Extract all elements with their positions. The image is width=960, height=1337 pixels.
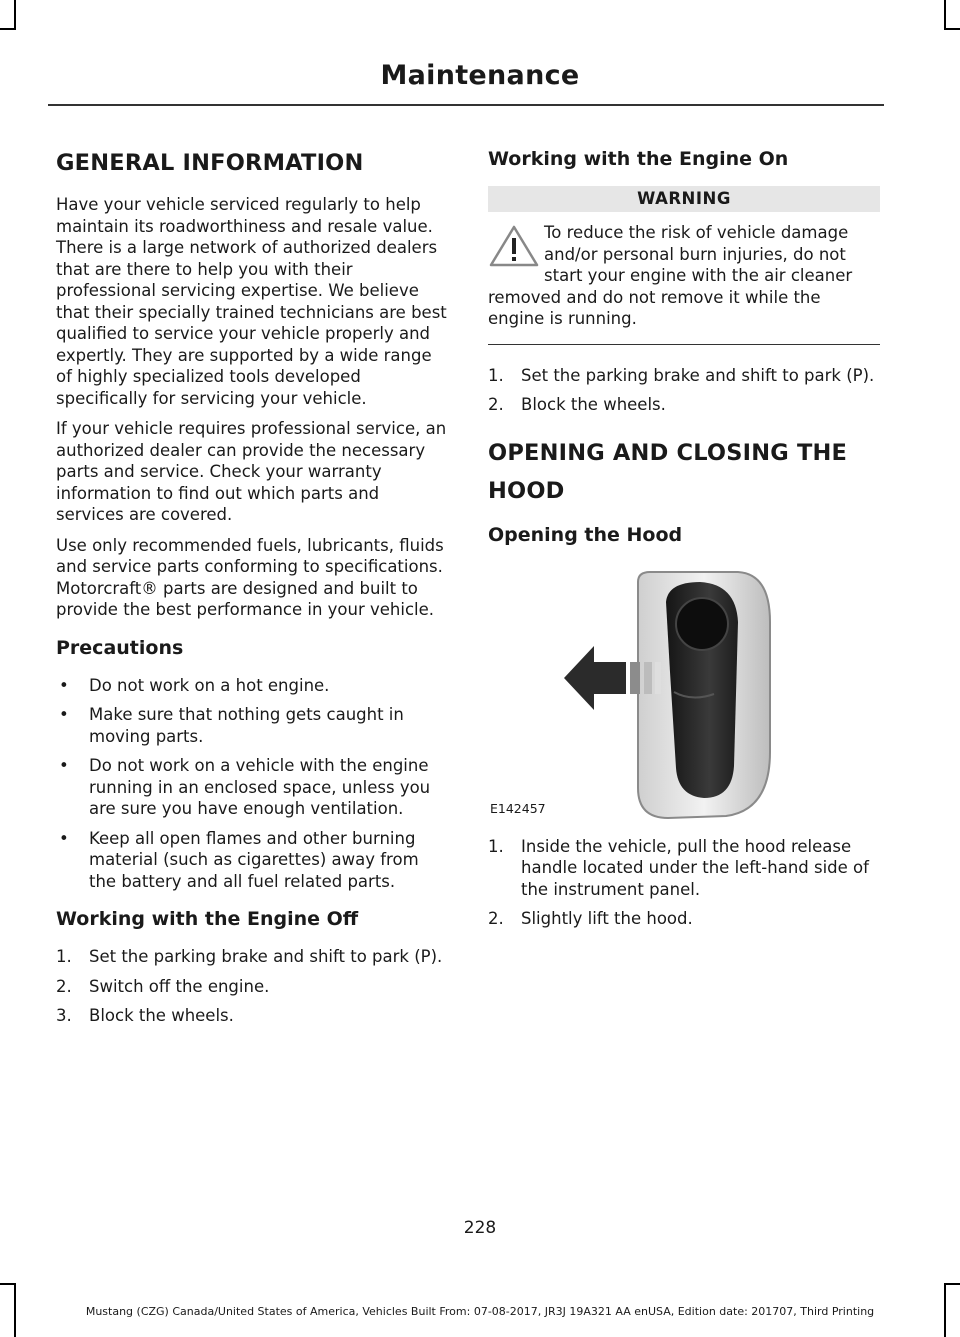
step-text: Switch off the engine.	[89, 976, 270, 996]
step-text: Block the wheels.	[521, 395, 666, 414]
precautions-heading: Precautions	[56, 636, 184, 659]
list-item	[488, 394, 880, 416]
list-item	[56, 1005, 450, 1027]
engine-off-steps	[56, 946, 450, 1027]
crop-mark	[944, 28, 960, 30]
footer-edition-info: Mustang (CZG) Canada/United States of America, Vehicles Built From: 07-08-2017, JR3J 19A321 AA enUSA, Edition date: 201707, Third Printing	[85, 1305, 875, 1318]
general-paragraph-3: Use only recommended fuels, lubricants, fluids and service parts conforming to specifications. Motorcraft® parts are designed and built to provide the best performance in your vehicle.	[56, 535, 444, 619]
engine-on-steps	[488, 365, 880, 416]
page-number: 228	[463, 1218, 497, 1238]
list-item	[56, 946, 450, 968]
right-column	[488, 140, 880, 942]
list-item: • Do not work on a hot engine.	[56, 675, 450, 697]
opening-hood-steps	[488, 836, 880, 930]
general-paragraph-1: Have your vehicle serviced regularly to help maintain its roadworthiness and resale value. There is a large network of authorized dealers that are there to help you with their professional servicing expertise. We believe that their specially trained technicians are best qualified to service your vehicle properly and expertly. They are supported by a wide range of highly specialized tools developed specifically for servicing your vehicle.	[56, 195, 447, 408]
hood-heading-line1: OPENING AND CLOSING THE	[488, 439, 848, 466]
step-number: 2.	[56, 976, 72, 996]
list-item	[488, 365, 880, 387]
engine-off-heading: Working with the Engine Off	[56, 908, 359, 930]
list-item: • Make sure that nothing gets caught in moving parts.	[56, 704, 450, 747]
crop-mark	[0, 1283, 16, 1285]
warning-divider	[488, 344, 880, 345]
list-item	[488, 836, 880, 901]
engine-on-heading: Working with the Engine On	[488, 148, 789, 170]
warning-text: To reduce the risk of vehicle damage and/or personal burn injuries, do not start your engine with the air cleaner removed and do not remove it while the engine is running.	[488, 223, 853, 328]
figure-code: E142457	[490, 800, 546, 816]
warning-label: WARNING	[488, 186, 880, 212]
warning-triangle-icon	[488, 224, 540, 268]
page-title: Maintenance	[380, 60, 580, 91]
warning-box	[488, 212, 880, 330]
step-number: 2.	[488, 909, 504, 928]
header-divider	[48, 104, 884, 106]
list-item	[56, 976, 450, 998]
list-item	[488, 908, 880, 930]
step-number: 2.	[488, 395, 504, 414]
step-number: 1.	[56, 947, 72, 966]
crop-mark	[14, 0, 16, 30]
left-column	[56, 140, 450, 1039]
hood-release-figure	[488, 562, 880, 822]
crop-mark	[944, 1283, 960, 1285]
general-information-heading: GENERAL INFORMATION	[56, 150, 364, 176]
crop-mark	[0, 28, 16, 30]
list-item: • Keep all open flames and other burning material (such as cigarettes) away from the battery and all fuel related parts.	[56, 828, 450, 893]
step-text: Slightly lift the hood.	[521, 909, 693, 928]
step-text: Inside the vehicle, pull the hood release handle located under the left-hand side of the instrument panel.	[521, 836, 869, 899]
step-number: 1.	[488, 836, 504, 856]
step-text: Set the parking brake and shift to park (P).	[521, 365, 875, 385]
hood-heading-line2: HOOD	[488, 477, 565, 504]
general-paragraph-2: If your vehicle requires professional service, an authorized dealer can provide the necessary parts and service. Check your warranty information to find out which parts and services are covered.	[56, 419, 447, 524]
step-number: 3.	[56, 1006, 72, 1025]
precautions-list	[56, 675, 450, 893]
step-text: Set the parking brake and shift to park (P).	[89, 947, 443, 966]
list-item: • Do not work on a vehicle with the engine running in an enclosed space, unless you are sure you have enough ventilation.	[56, 755, 450, 820]
step-number: 1.	[488, 365, 504, 385]
step-text: Block the wheels.	[89, 1006, 234, 1025]
crop-mark	[944, 0, 946, 30]
opening-hood-heading: Opening the Hood	[488, 523, 683, 546]
hood-release-handle-illustration	[488, 562, 880, 822]
